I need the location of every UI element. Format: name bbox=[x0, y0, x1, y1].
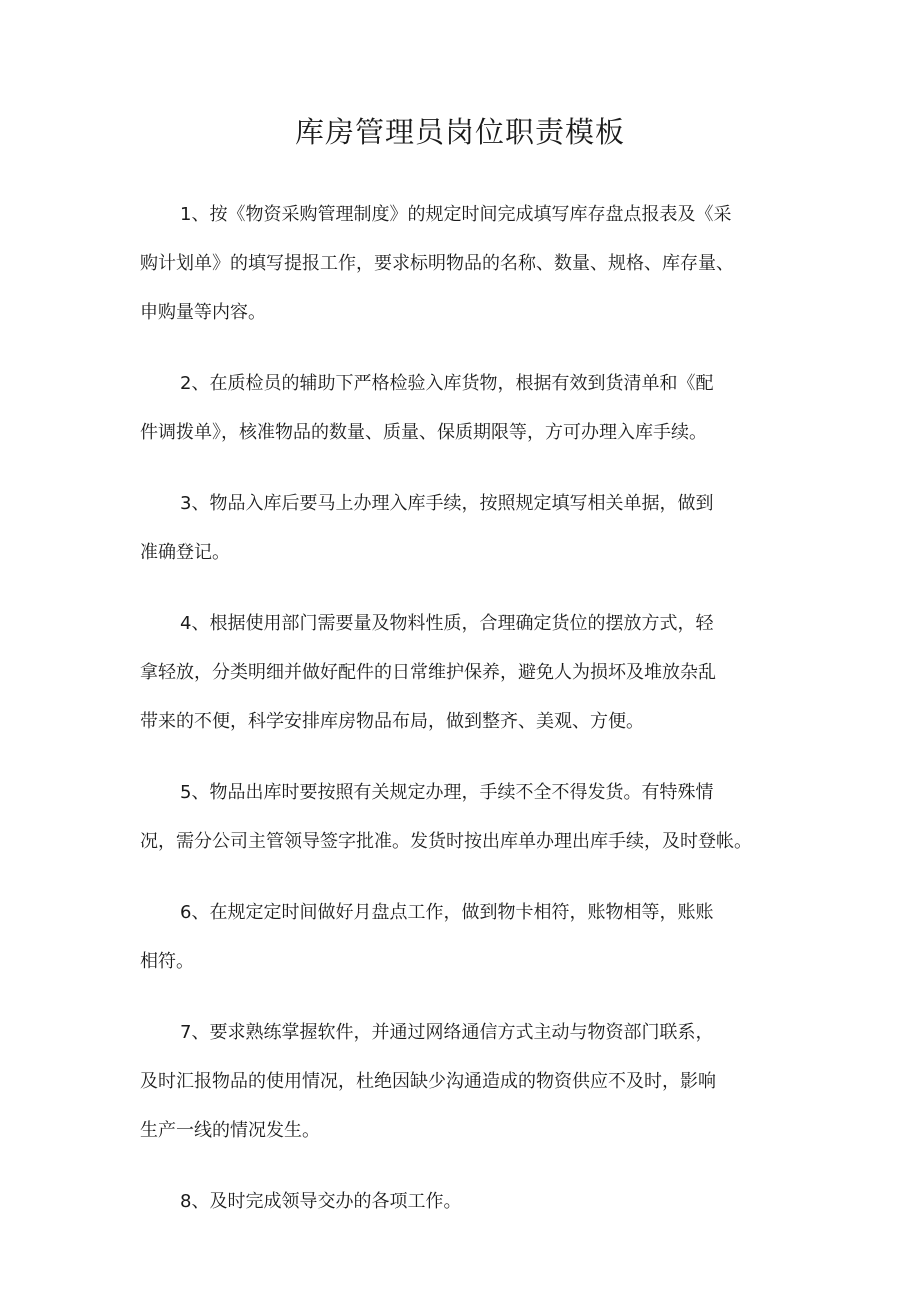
paragraph-line: 3、物品入库后要马上办理入库手续，按照规定填写相关单据，做到 bbox=[180, 493, 714, 514]
paragraph-line: 7、要求熟练掌握软件，并通过网络通信方式主动与物资部门联系， bbox=[180, 1022, 714, 1043]
paragraph-line: 1、按《物资采购管理制度》的规定时间完成填写库存盘点报表及《采 bbox=[180, 204, 732, 225]
paragraph-line: 2、在质检员的辅助下严格检验入库货物，根据有效到货清单和《配 bbox=[180, 373, 714, 394]
paragraph-line: 8、及时完成领导交办的各项工作。 bbox=[180, 1191, 462, 1212]
paragraph-line: 申购量等内容。 bbox=[140, 302, 266, 323]
paragraph-line: 拿轻放，分类明细并做好配件的日常维护保养，避免人为损坏及堆放杂乱 bbox=[140, 662, 716, 683]
duty-item-4 bbox=[140, 599, 795, 746]
paragraph-line: 带来的不便，科学安排库房物品布局，做到整齐、美观、方便。 bbox=[140, 711, 644, 732]
duty-item-5 bbox=[140, 768, 795, 866]
paragraph-line: 购计划单》的填写提报工作，要求标明物品的名称、数量、规格、库存量、 bbox=[140, 253, 734, 274]
paragraph-line: 及时汇报物品的使用情况，杜绝因缺少沟通造成的物资供应不及时，影响 bbox=[140, 1071, 716, 1092]
duty-item-6 bbox=[140, 888, 795, 986]
paragraph-line: 生产一线的情况发生。 bbox=[140, 1120, 320, 1141]
document-body bbox=[140, 190, 795, 1248]
document-title: 库房管理员岗位职责模板 bbox=[294, 115, 625, 149]
paragraph-line: 况，需分公司主管领导签字批准。发货时按出库单办理出库手续，及时登帐。 bbox=[140, 831, 752, 852]
paragraph-line: 件调拨单》，核准物品的数量、质量、保质期限等，方可办理入库手续。 bbox=[140, 422, 707, 443]
duty-item-8 bbox=[140, 1177, 795, 1226]
duty-item-1 bbox=[140, 190, 795, 337]
paragraph-line: 6、在规定定时间做好月盘点工作，做到物卡相符，账物相等，账账 bbox=[180, 902, 714, 923]
duty-item-2 bbox=[140, 359, 795, 457]
paragraph-line: 准确登记。 bbox=[140, 542, 230, 563]
paragraph-line: 相符。 bbox=[140, 951, 194, 972]
paragraph-line: 5、物品出库时要按照有关规定办理，手续不全不得发货。有特殊情 bbox=[180, 782, 714, 803]
duty-item-7 bbox=[140, 1008, 795, 1155]
paragraph-line: 4、根据使用部门需要量及物料性质，合理确定货位的摆放方式，轻 bbox=[180, 613, 714, 634]
duty-item-3 bbox=[140, 479, 795, 577]
